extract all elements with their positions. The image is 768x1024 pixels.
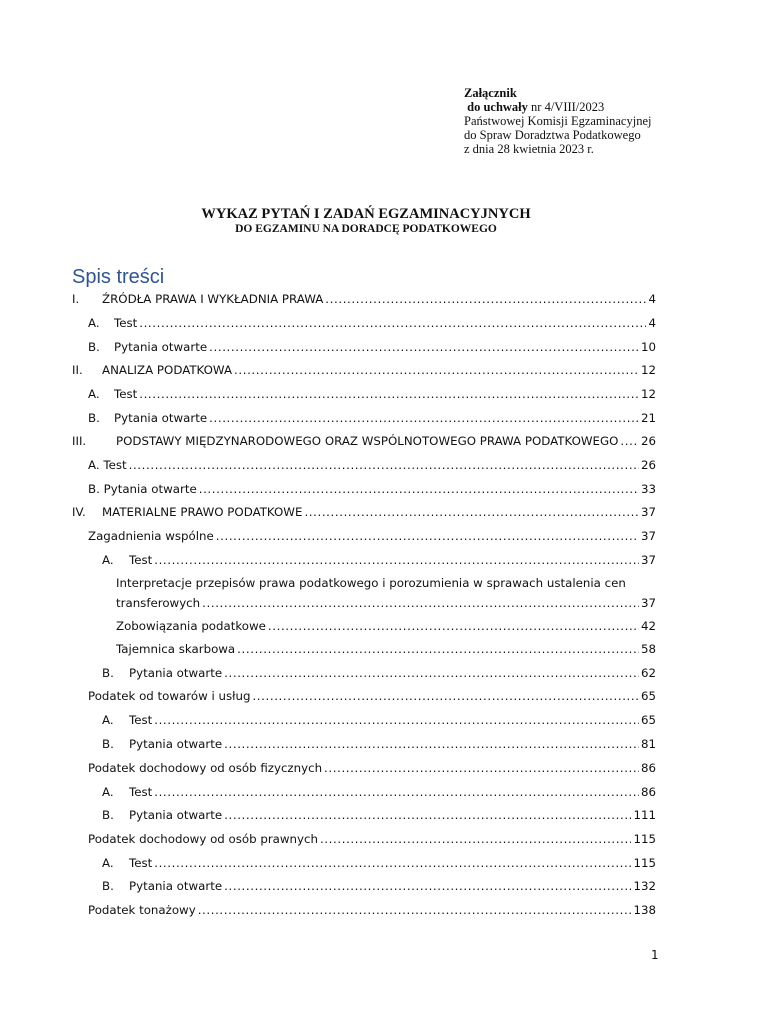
toc-entry[interactable] bbox=[72, 290, 656, 308]
toc-entry-page: 65 bbox=[640, 689, 656, 703]
toc-dot-leader bbox=[304, 503, 639, 521]
toc-dot-leader bbox=[154, 551, 639, 569]
toc-entry[interactable] bbox=[116, 617, 656, 635]
toc-entry-page: 26 bbox=[640, 434, 656, 448]
toc-entry-title: Test bbox=[129, 713, 153, 727]
toc-entry[interactable] bbox=[88, 314, 656, 332]
toc-dot-leader bbox=[154, 783, 639, 801]
annex-commission-scope: do Spraw Doradztwa Podatkowego bbox=[464, 128, 641, 142]
toc-entry-page: 138 bbox=[633, 903, 656, 917]
toc-entry-title: A. Test bbox=[88, 458, 127, 472]
toc-entry[interactable] bbox=[88, 338, 656, 356]
toc-entry-title: Pytania otwarte bbox=[129, 808, 223, 822]
toc-entry[interactable] bbox=[102, 551, 656, 569]
annex-resolution-line bbox=[464, 100, 754, 114]
toc-dot-leader bbox=[268, 617, 639, 635]
toc-entry-page: 21 bbox=[640, 411, 656, 425]
toc-entry-page: 132 bbox=[633, 879, 656, 893]
toc-entry-page: 12 bbox=[640, 387, 656, 401]
toc-entry-title: PODSTAWY MIĘDZYNARODOWEGO ORAZ WSPÓLNOTOWEGO PRAWA PODATKOWEGO bbox=[116, 434, 619, 448]
toc-entry-page: 37 bbox=[640, 596, 656, 610]
toc-entry-number: B. bbox=[102, 879, 114, 893]
toc-dot-leader bbox=[234, 361, 639, 379]
annex-block bbox=[464, 86, 754, 156]
toc-entry-page: 12 bbox=[640, 363, 656, 377]
toc-entry-page: 4 bbox=[648, 316, 656, 330]
toc-entry-number: III. bbox=[72, 434, 87, 448]
toc-entry-number: A. bbox=[102, 785, 114, 799]
toc-entry[interactable] bbox=[102, 735, 656, 753]
document-subtitle: DO EGZAMINU NA DORADCĘ PODATKOWEGO bbox=[235, 223, 497, 235]
toc-entry-title: Test bbox=[129, 856, 153, 870]
toc-dot-leader bbox=[620, 432, 639, 450]
page-number: 1 bbox=[651, 948, 659, 962]
toc-entry-title: Pytania otwarte bbox=[129, 737, 223, 751]
toc-entry-title: Podatek dochodowy od osób prawnych bbox=[88, 832, 318, 846]
toc-entry[interactable] bbox=[72, 361, 656, 379]
annex-commission: Państwowej Komisji Egzaminacyjnej bbox=[464, 114, 652, 128]
toc-entry-title: B. Pytania otwarte bbox=[88, 482, 197, 496]
annex-label: Załącznik bbox=[464, 86, 517, 100]
toc-entry-page: 58 bbox=[640, 642, 656, 656]
toc-entry[interactable] bbox=[116, 594, 656, 612]
toc-entry[interactable] bbox=[88, 901, 656, 919]
toc-dot-leader bbox=[198, 901, 632, 919]
toc-entry-title-line: Interpretacje przepisów prawa podatkowego i porozumienia w sprawach ustalenia cen bbox=[116, 576, 626, 590]
document-title: WYKAZ PYTAŃ I ZADAŃ EGZAMINACYJNYCH bbox=[201, 206, 531, 222]
toc-entry-page: 37 bbox=[640, 529, 656, 543]
toc-dot-leader bbox=[202, 594, 639, 612]
toc-entry-title: Pytania otwarte bbox=[129, 879, 223, 893]
toc-entry-page: 115 bbox=[633, 832, 656, 846]
toc-entry-title: Tajemnica skarbowa bbox=[116, 642, 236, 656]
toc-entry-title: Zagadnienia wspólne bbox=[88, 529, 214, 543]
toc-entry-title: Test bbox=[129, 785, 153, 799]
toc-entry-number: A. bbox=[102, 856, 114, 870]
toc-entry[interactable] bbox=[88, 687, 656, 705]
toc-entry-title: Pytania otwarte bbox=[129, 666, 223, 680]
toc-entry-title: transferowych bbox=[116, 596, 201, 610]
toc-dot-leader bbox=[209, 409, 639, 427]
toc-entry[interactable] bbox=[88, 830, 656, 848]
toc-entry-title: Test bbox=[114, 316, 138, 330]
toc-dot-leader bbox=[324, 759, 639, 777]
toc-entry[interactable] bbox=[88, 456, 656, 474]
toc-entry-page: 86 bbox=[640, 785, 656, 799]
toc-entry[interactable] bbox=[102, 854, 656, 872]
toc-entry-title: Pytania otwarte bbox=[114, 340, 208, 354]
toc-entry[interactable] bbox=[72, 432, 656, 450]
toc-entry[interactable] bbox=[116, 640, 656, 658]
toc-entry[interactable] bbox=[88, 409, 656, 427]
toc-entry-title: ŹRÓDŁA PRAWA I WYKŁADNIA PRAWA bbox=[102, 292, 324, 306]
toc-entry[interactable] bbox=[102, 806, 656, 824]
toc-entry-page: 42 bbox=[640, 619, 656, 633]
toc-entry[interactable] bbox=[102, 664, 656, 682]
annex-resolution-number: nr 4/VIII/2023 bbox=[527, 100, 605, 114]
toc-entry-title: Podatek tonażowy bbox=[88, 903, 196, 917]
toc-dot-leader bbox=[209, 338, 639, 356]
annex-resolution-bold: do uchwały bbox=[467, 100, 528, 114]
annex-date: z dnia 28 kwietnia 2023 r. bbox=[464, 142, 594, 156]
toc-entry-number: A. bbox=[88, 387, 100, 401]
toc-dot-leader bbox=[154, 854, 631, 872]
toc-dot-leader bbox=[139, 314, 646, 332]
toc-entry-page: 10 bbox=[640, 340, 656, 354]
toc-entry-title: Zobowiązania podatkowe bbox=[116, 619, 266, 633]
toc-entry-title: ANALIZA PODATKOWA bbox=[102, 363, 233, 377]
toc-entry-title: MATERIALNE PRAWO PODATKOWE bbox=[102, 505, 303, 519]
toc-dot-leader bbox=[325, 290, 646, 308]
toc-entry-page: 4 bbox=[648, 292, 656, 306]
toc-entry[interactable] bbox=[102, 877, 656, 895]
toc-entry[interactable] bbox=[102, 711, 656, 729]
toc-entry-title: Test bbox=[129, 553, 153, 567]
toc-dot-leader bbox=[252, 687, 639, 705]
toc-entry-number: B. bbox=[102, 808, 114, 822]
toc-entry-title: Podatek od towarów i usług bbox=[88, 689, 251, 703]
toc-dot-leader bbox=[129, 456, 639, 474]
toc-dot-leader bbox=[224, 806, 631, 824]
toc-dot-leader bbox=[224, 877, 631, 895]
toc-dot-leader bbox=[320, 830, 631, 848]
toc-entry-number: B. bbox=[88, 411, 100, 425]
toc-dot-leader bbox=[139, 385, 639, 403]
toc-dot-leader bbox=[154, 711, 639, 729]
toc-entry-page: 81 bbox=[640, 737, 656, 751]
toc-entry-number: B. bbox=[88, 340, 100, 354]
toc-dot-leader bbox=[224, 664, 639, 682]
toc-entry-number: IV. bbox=[72, 505, 86, 519]
toc-dot-leader bbox=[224, 735, 639, 753]
toc-entry[interactable] bbox=[88, 480, 656, 498]
toc-dot-leader bbox=[237, 640, 639, 658]
toc-entry-page: 37 bbox=[640, 505, 656, 519]
toc-dot-leader bbox=[216, 527, 639, 545]
toc-entry-number: A. bbox=[88, 316, 100, 330]
toc-entry-number: II. bbox=[72, 363, 83, 377]
toc-entry-number: A. bbox=[102, 713, 114, 727]
toc-entry-page: 33 bbox=[640, 482, 656, 496]
toc-entry[interactable] bbox=[72, 503, 656, 521]
toc-entry[interactable] bbox=[88, 759, 656, 777]
toc-entry-page: 65 bbox=[640, 713, 656, 727]
toc-entry-page: 111 bbox=[633, 808, 656, 822]
toc-entry[interactable] bbox=[88, 527, 656, 545]
toc-entry-page: 26 bbox=[640, 458, 656, 472]
toc-entry[interactable] bbox=[88, 385, 656, 403]
toc-entry[interactable] bbox=[102, 783, 656, 801]
toc-entry-number: B. bbox=[102, 666, 114, 680]
toc-entry-title: Pytania otwarte bbox=[114, 411, 208, 425]
toc-entry-page: 37 bbox=[640, 553, 656, 567]
toc-heading: Spis treści bbox=[72, 266, 165, 288]
toc-entry-page: 86 bbox=[640, 761, 656, 775]
toc-entry-number: A. bbox=[102, 553, 114, 567]
toc-entry-page: 62 bbox=[640, 666, 656, 680]
toc-entry-number: B. bbox=[102, 737, 114, 751]
toc-entry-title: Test bbox=[114, 387, 138, 401]
toc-dot-leader bbox=[199, 480, 639, 498]
toc-entry-number: I. bbox=[72, 292, 80, 306]
toc-entry-title: Podatek dochodowy od osób fizycznych bbox=[88, 761, 323, 775]
toc-entry-page: 115 bbox=[633, 856, 656, 870]
